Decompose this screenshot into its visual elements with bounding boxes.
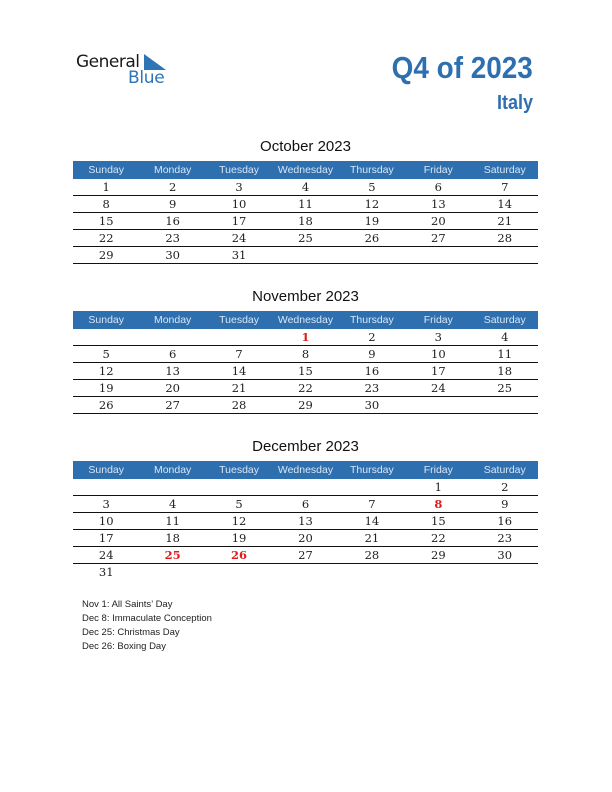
page-title: Q4 of 2023 [391,50,533,85]
day-cell: 23 [497,531,513,545]
day-cell: 2 [168,180,177,194]
month-november [73,286,538,414]
weekday-label: Monday [153,164,192,176]
week-row [73,547,538,564]
day-cell: 30 [165,248,180,262]
day-cell: 10 [98,514,114,528]
weekday-label: Monday [153,314,192,326]
month-title: October 2023 [260,138,351,155]
day-cell: 7 [235,347,243,361]
day-cell: 8 [102,197,110,211]
logo-word-blue: Blue [128,68,165,88]
day-cell [472,247,538,263]
day-cell [339,247,405,263]
day-cell: 17 [231,214,247,228]
day-cell: 21 [364,531,380,545]
day-cell: 20 [165,381,180,395]
week-row [73,380,538,397]
week-row [73,179,538,196]
day-cell: 12 [364,197,380,211]
day-cell: 8 [434,497,443,511]
day-cell: 1 [434,480,442,494]
holiday-note: Dec 25: Christmas Day [82,627,180,638]
day-cell: 13 [165,364,180,378]
day-cell: 15 [298,364,313,378]
month-title: November 2023 [252,288,359,305]
day-cell [139,329,205,345]
day-cell: 14 [497,197,513,211]
day-cell: 22 [298,381,313,395]
week-row [73,530,538,547]
day-cell: 4 [501,330,509,344]
day-cell [139,479,205,495]
weekday-label: Sunday [88,164,125,176]
day-cell: 10 [431,347,446,361]
day-cell: 6 [434,180,442,194]
day-cell: 9 [501,497,509,511]
weekday-label: Saturday [483,464,526,476]
day-cell [339,479,405,495]
day-cell: 31 [231,248,247,262]
day-cell: 10 [231,197,247,211]
day-cell: 25 [497,381,513,395]
day-cell: 21 [231,381,247,395]
holiday-notes [82,598,212,654]
day-cell: 15 [431,514,446,528]
day-cell: 16 [364,364,380,378]
day-cell: 3 [102,497,110,511]
weekday-label: Friday [423,464,453,476]
day-cell: 19 [231,531,247,545]
day-cell: 2 [368,330,376,344]
day-cell [206,479,272,495]
week-row [73,346,538,363]
day-cell: 1 [301,330,310,344]
day-cell [405,247,471,263]
day-cell: 12 [231,514,247,528]
week-row [73,213,538,230]
day-cell [272,479,338,495]
day-cell [405,564,471,581]
day-cell: 16 [497,514,513,528]
day-cell: 9 [368,347,376,361]
day-cell: 3 [235,180,243,194]
day-cell [405,397,471,413]
day-cell: 30 [497,548,513,562]
weekday-label: Thursday [350,164,394,176]
day-cell: 11 [497,347,513,361]
day-cell: 18 [165,531,180,545]
weekday-label: Thursday [350,464,394,476]
weekday-label: Tuesday [219,464,259,476]
day-cell: 21 [497,214,513,228]
month-title: December 2023 [252,438,359,455]
day-cell [73,479,139,495]
weekday-label: Saturday [483,164,526,176]
week-row [73,479,538,496]
day-cell: 24 [98,548,114,562]
day-cell: 25 [164,548,181,562]
day-cell: 3 [434,330,442,344]
week-row [73,247,538,264]
day-cell: 20 [431,214,446,228]
weekday-label: Sunday [88,314,125,326]
day-cell: 14 [364,514,380,528]
day-cell: 26 [98,398,114,412]
day-cell: 26 [231,548,248,562]
day-cell: 29 [298,398,313,412]
day-cell [73,329,139,345]
week-row [73,564,538,581]
day-cell: 1 [102,180,110,194]
day-cell: 17 [98,531,114,545]
day-cell: 12 [98,364,114,378]
weekday-label: Tuesday [219,314,259,326]
day-cell: 24 [431,381,446,395]
day-cell: 6 [301,497,310,511]
day-cell: 23 [364,381,380,395]
day-cell: 22 [98,231,114,245]
day-cell: 7 [501,180,509,194]
weekday-label: Wednesday [277,314,334,326]
holiday-note: Nov 1: All Saints’ Day [82,599,173,610]
day-cell: 18 [298,214,313,228]
day-cell: 19 [364,214,380,228]
day-cell: 13 [431,197,446,211]
weekday-header [73,311,538,329]
month-october [73,136,538,264]
logo [76,52,176,92]
week-row [73,513,538,530]
holiday-note: Dec 26: Boxing Day [82,641,166,652]
logo-word-general: General [76,52,140,72]
day-cell: 5 [102,347,110,361]
day-cell: 7 [368,497,376,511]
day-cell [472,564,538,581]
weekday-label: Friday [423,164,453,176]
week-row [73,230,538,247]
holiday-note: Dec 8: Immaculate Conception [82,613,212,624]
day-cell: 6 [168,347,177,361]
day-cell: 8 [301,347,310,361]
weekday-label: Wednesday [277,464,334,476]
day-cell [206,564,272,581]
day-cell: 16 [165,214,180,228]
weekday-label: Friday [423,314,453,326]
day-cell: 29 [98,248,114,262]
day-cell: 24 [231,231,247,245]
week-row [73,496,538,513]
weekday-label: Tuesday [219,164,259,176]
weekday-label: Saturday [483,314,526,326]
day-cell: 13 [298,514,313,528]
weekday-header [73,461,538,479]
country-label: Italy [496,92,533,114]
day-cell: 22 [431,531,446,545]
day-cell: 15 [98,214,114,228]
day-cell: 11 [298,197,313,211]
day-cell: 5 [368,180,376,194]
day-cell: 11 [165,514,180,528]
day-cell: 28 [497,231,513,245]
week-row [73,397,538,414]
day-cell [139,564,205,581]
day-cell: 28 [231,398,247,412]
day-cell: 27 [298,548,313,562]
day-cell: 26 [364,231,380,245]
day-cell: 4 [168,497,177,511]
day-cell [206,329,272,345]
weekday-label: Thursday [350,314,394,326]
day-cell: 19 [98,381,114,395]
month-december [73,436,538,581]
day-cell [472,397,538,413]
day-cell: 2 [501,480,509,494]
week-row [73,363,538,380]
day-cell: 18 [497,364,513,378]
day-cell: 17 [431,364,446,378]
day-cell [339,564,405,581]
day-cell: 28 [364,548,380,562]
day-cell: 25 [298,231,313,245]
day-cell: 31 [98,565,114,579]
weekday-label: Wednesday [277,164,334,176]
day-cell: 27 [431,231,446,245]
day-cell [272,247,338,263]
day-cell: 9 [168,197,177,211]
weekday-header [73,161,538,179]
day-cell: 5 [235,497,243,511]
week-row [73,329,538,346]
week-row [73,196,538,213]
day-cell: 23 [165,231,180,245]
day-cell: 14 [231,364,247,378]
weekday-label: Monday [153,464,192,476]
day-cell: 30 [364,398,380,412]
day-cell [272,564,338,581]
day-cell: 27 [165,398,180,412]
weekday-label: Sunday [88,464,125,476]
day-cell: 29 [431,548,446,562]
day-cell: 20 [298,531,313,545]
day-cell: 4 [301,180,310,194]
